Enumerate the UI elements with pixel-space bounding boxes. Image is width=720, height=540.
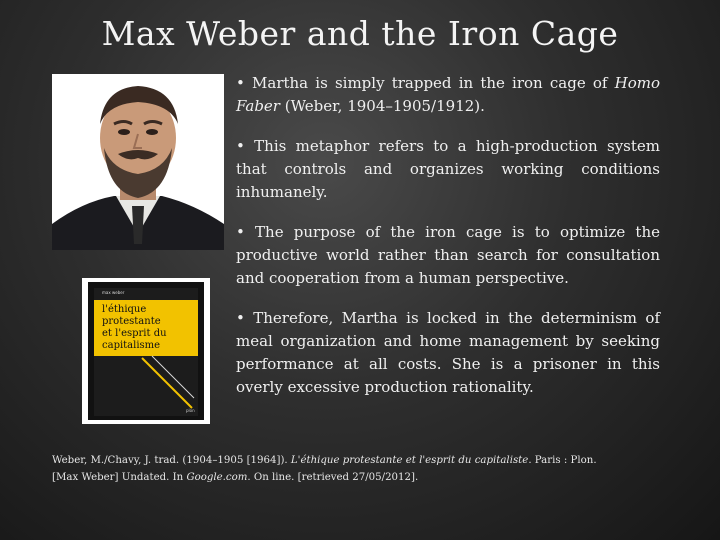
slide-title: Max Weber and the Iron Cage [101, 14, 619, 53]
bullet-item-2: • This metaphor refers to a high-production system that controls and organizes working conditions inhumanely. [236, 137, 660, 201]
weber-portrait-image [52, 74, 224, 250]
book-author: max weber [102, 290, 125, 295]
reference-1: Weber, M./Chavy, J. trad. (1904–1905 [1964]). L'éthique protestante et l'esprit du capitaliste. Paris : Plon. [52, 455, 597, 466]
bullet-item-4: • Therefore, Martha is locked in the determinism of meal organization and home management by seeking performance at all costs. She is a prisoner in this overly excessive production rationality. [236, 309, 660, 396]
bullet-list [236, 72, 660, 416]
book-title-line-4: capitalisme [102, 340, 161, 351]
book-publisher: plon [186, 408, 195, 413]
book-title-line-1: l'éthique [102, 304, 147, 315]
book-cover-image [82, 278, 210, 424]
references [52, 452, 692, 486]
book-title-line-2: protestante [102, 316, 161, 327]
book-title-line-3: et l'esprit du [102, 328, 167, 339]
bullet-item-1: • Martha is simply trapped in the iron cage of Homo Faber (Weber, 1904–1905/1912). [236, 74, 660, 115]
bullet-item-1-emphasis: Homo Faber [236, 74, 660, 115]
reference-2: [Max Weber] Undated. In Google.com. On line. [retrieved 27/05/2012]. [52, 472, 419, 483]
bullet-item-3: • The purpose of the iron cage is to optimize the productive world rather than search for consultation and cooperation from a human perspective. [236, 223, 660, 287]
